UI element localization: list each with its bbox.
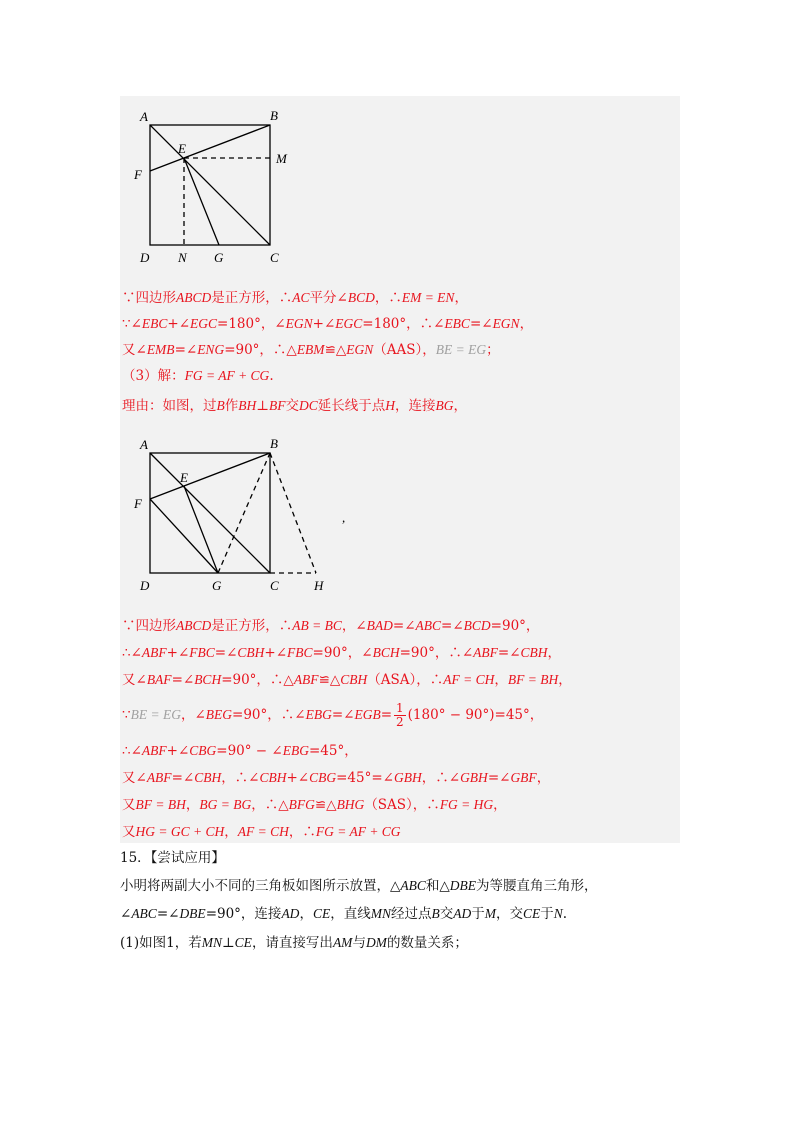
fig1-label-d: D: [140, 250, 150, 265]
fig1-label-n: N: [178, 250, 187, 265]
fig2-label-e: E: [180, 470, 188, 485]
proof2-line8: 又HG = GC + CH，AF = CH，∴FG = AF + CG: [122, 824, 401, 840]
fig2-label-d: D: [140, 578, 150, 593]
proof1-line1: ∵四边形ABCD是正方形，∴AC平分∠BCD，∴EM = EN，: [122, 290, 468, 306]
question-15-part1: (1)如图1，若MN⊥CE，请直接写出AM与DM的数量关系；: [120, 935, 468, 951]
proof2-line3: 又∠BAF=∠BCH=90°，∴△ABF≌△CBH（ASA），∴AF = CH，BF = BH，: [122, 672, 572, 688]
proof1-line2: ∵∠EBC+∠EGC=180°，∠EGN+∠EGC=180°，∴∠EBC=∠EGN，: [122, 316, 534, 332]
question-15-para1: 小明将两副大小不同的三角板如图所示放置，△ABC和△DBE为等腰直角三角形，: [120, 878, 598, 894]
question-15-title: 15．【尝试应用】: [120, 850, 225, 866]
proof2-line1: ∵四边形ABCD是正方形，∴AB = BC，∠BAD=∠ABC=∠BCD=90°，: [122, 618, 540, 634]
figure-2: [128, 432, 378, 602]
fig1-label-f: F: [134, 167, 142, 182]
fig2-label-h: H: [314, 578, 324, 593]
fig1-label-g: G: [214, 250, 224, 265]
fig2-trailing-comma: ,: [342, 510, 346, 525]
fig2-label-c: C: [270, 578, 279, 593]
figure-1: [128, 104, 308, 274]
proof1-line3: 又∠EMB=∠ENG=90°，∴△EBM≌△EGN（AAS），BE = EG；: [122, 342, 500, 358]
fig1-label-e: E: [178, 141, 186, 156]
question-15-para2: ∠ABC=∠DBE=90°，连接AD，CE，直线MN经过点B交AD于M，交CE于N.: [120, 906, 568, 922]
proof1-line4: （3）解：FG = AF + CG.: [122, 368, 274, 384]
proof1-line5: 理由：如图，过B作BH⊥BF交DC延长线于点H，连接BG，: [122, 398, 467, 414]
fig2-label-a: A: [140, 437, 148, 452]
proof2-line7: 又BF = BH，BG = BG，∴△BFG≌△BHG（SAS），∴FG = HG，: [122, 797, 507, 813]
fig2-label-f: F: [134, 496, 142, 511]
proof2-line6: 又∠ABF=∠CBH，∴∠CBH+∠CBG=45°=∠GBH，∴∠GBH=∠GBF，: [122, 770, 551, 786]
fig1-label-b: B: [270, 108, 278, 123]
fig1-label-c: C: [270, 250, 279, 265]
fraction-one-half: $\frac{1}{2}$: [396, 701, 404, 729]
proof2-line4: ∵BE = EG，∠BEG=90°，∴∠EBG=∠EGB= $\frac{1}{2}$ (180° − 90°)=45°，: [122, 701, 544, 729]
proof2-line5: ∴∠ABF+∠CBG=90° − ∠EBG=45°，: [122, 743, 358, 759]
fig2-label-b: B: [270, 436, 278, 451]
fig1-label-m: M: [276, 151, 287, 166]
fig2-label-g: G: [212, 578, 222, 593]
proof2-line2: ∴∠ABF+∠FBC=∠CBH+∠FBC=90°，∠BCH=90°，∴∠ABF=∠CBH，: [122, 645, 562, 661]
fig1-label-a: A: [140, 109, 148, 124]
